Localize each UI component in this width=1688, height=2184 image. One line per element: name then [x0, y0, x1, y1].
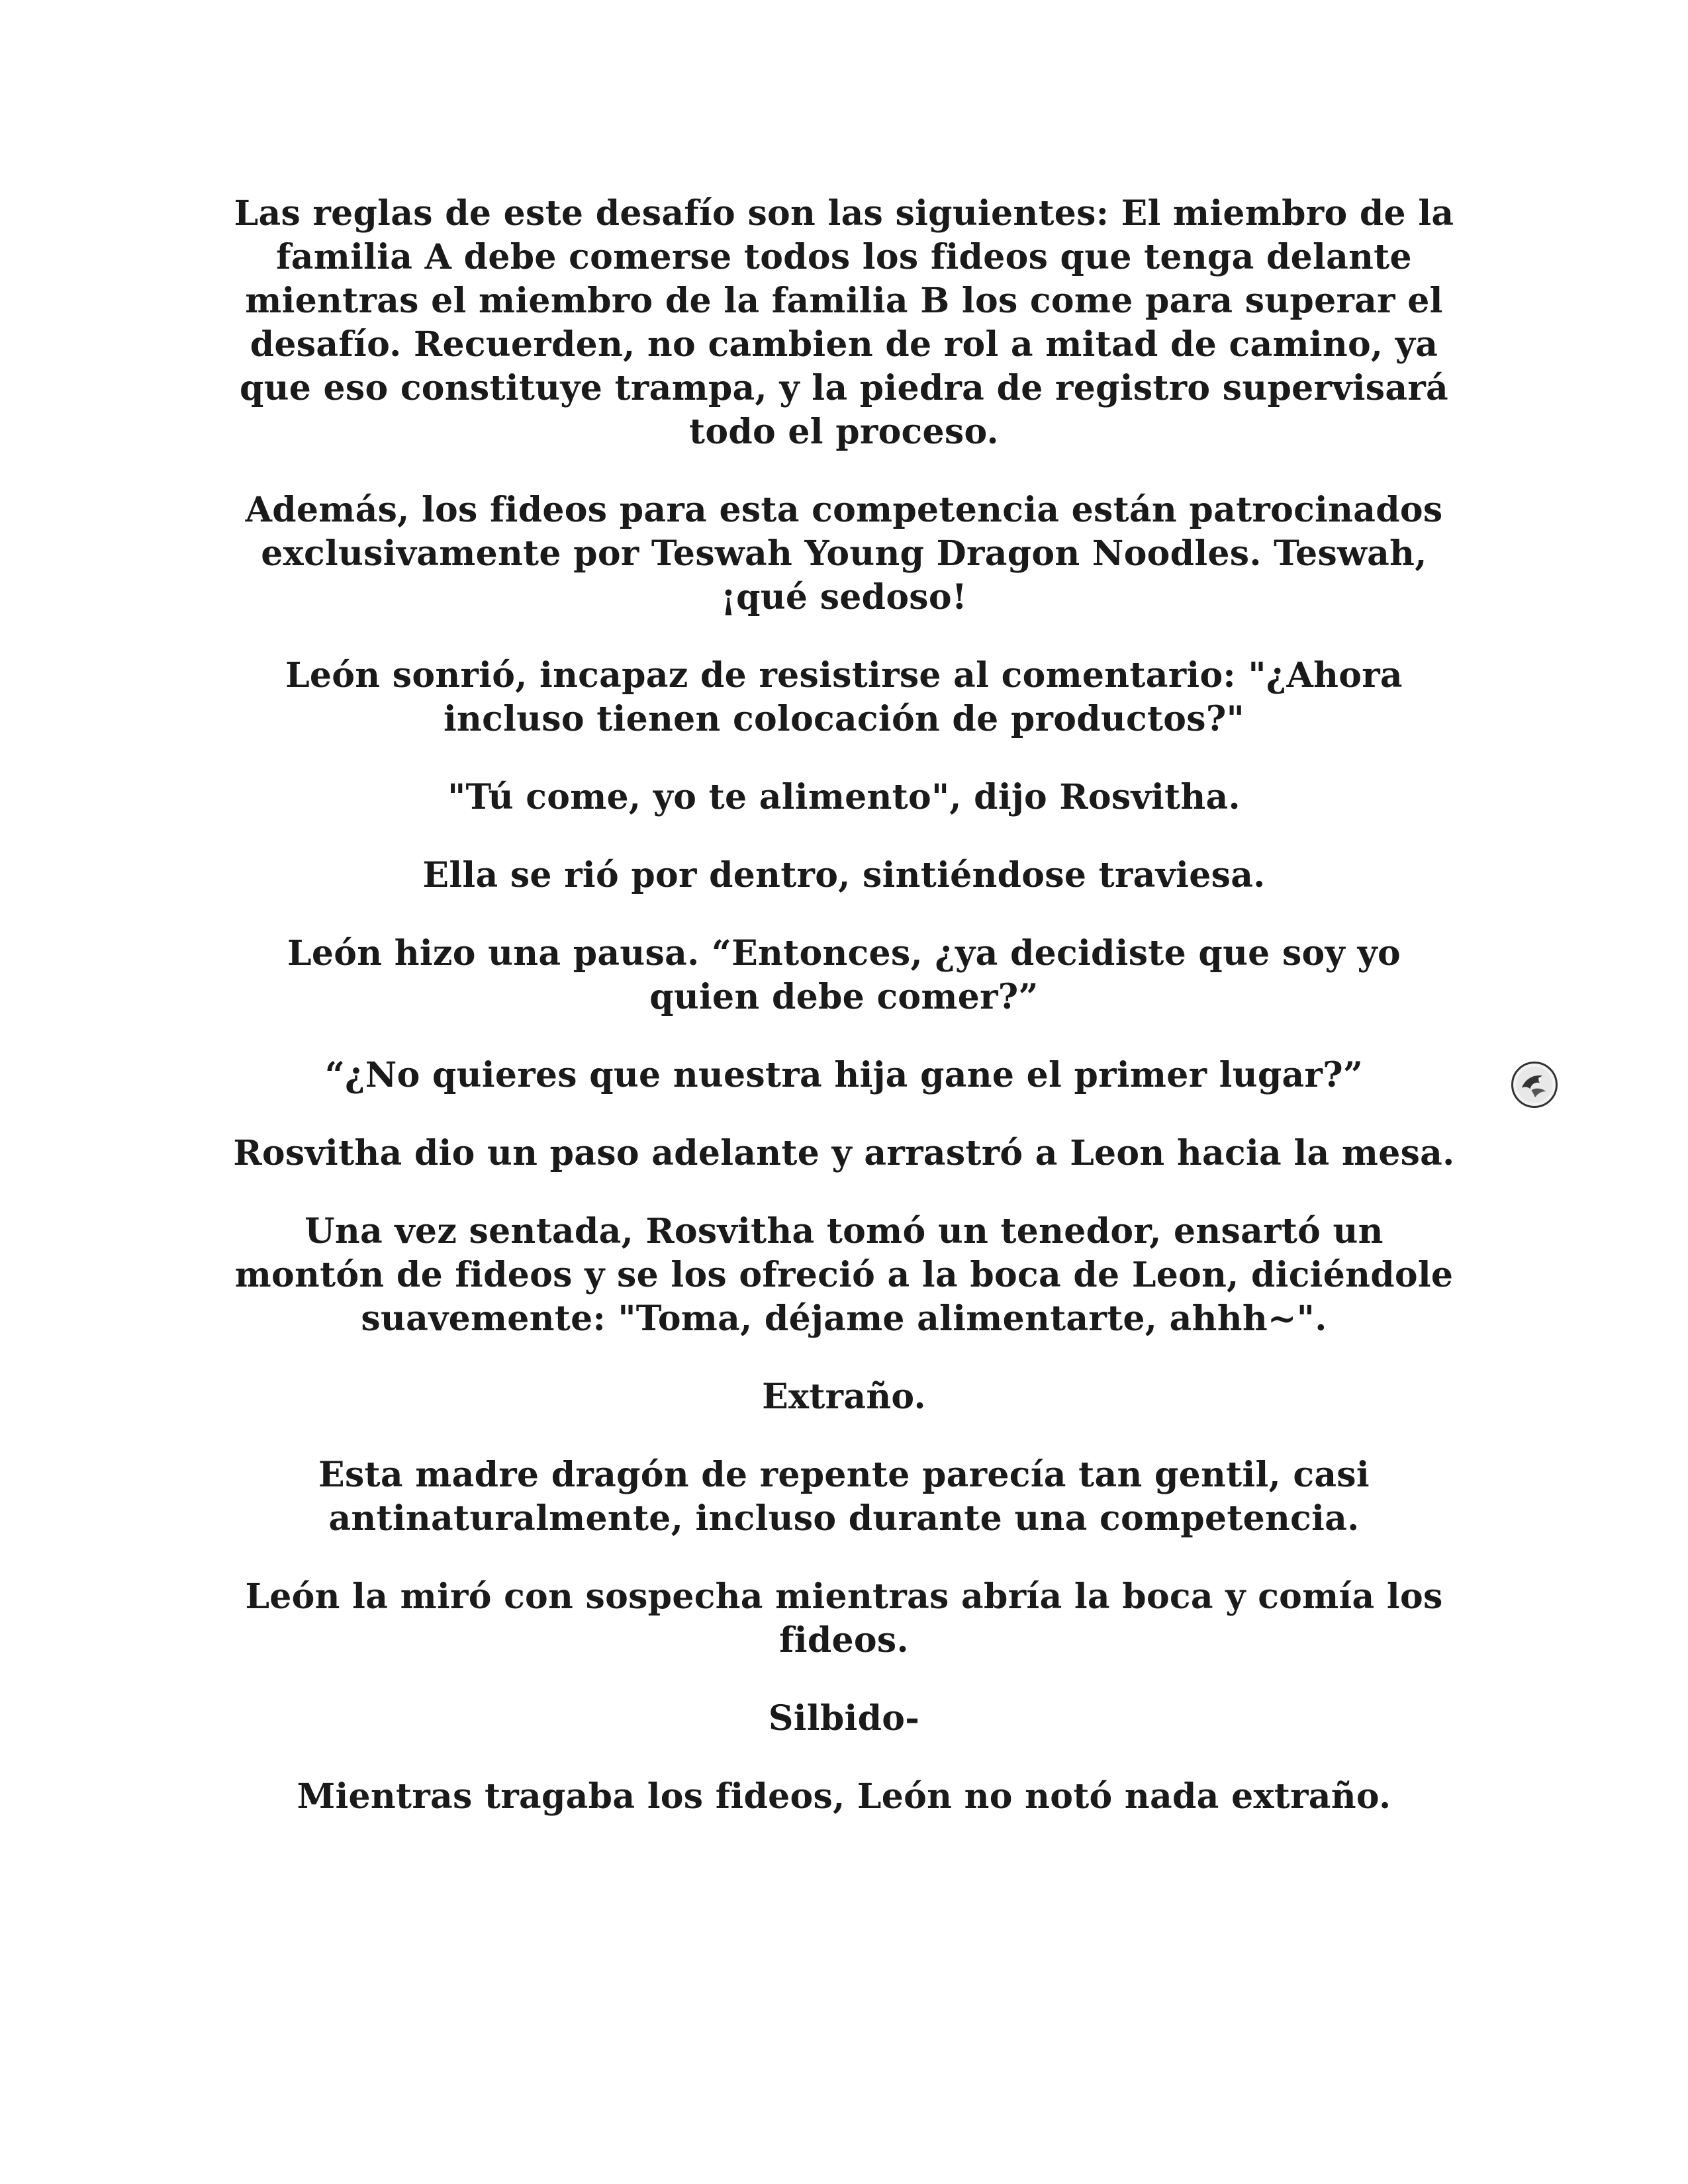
dragon-emblem-icon	[1511, 1062, 1558, 1108]
paragraph-leon-smile: León sonrió, incapaz de resistirse al comentario: "¿Ahora incluso tienen colocación de productos?"	[285, 655, 1403, 739]
paragraph-laugh: Ella se rió por dentro, sintiéndose traviesa.	[422, 855, 1266, 895]
paragraph-swallow: Mientras tragaba los fideos, León no notó nada extraño.	[297, 1776, 1391, 1817]
paragraph-slurp: Silbido-	[768, 1698, 920, 1739]
paragraph-feeding: Una vez sentada, Rosvitha tomó un tenedor, ensartó un montón de fideos y se los ofreció a la boca de Leon, diciéndole suavemente: "Toma, déjame alimentarte, ahhh~".	[234, 1211, 1454, 1339]
paragraph-sponsor: Además, los fideos para esta competencia están patrocinados exclusivamente por Teswah Young Dragon Noodles. Teswah, ¡qué sedoso!	[245, 490, 1443, 617]
paragraph-gentle: Esta madre dragón de repente parecía tan gentil, casi antinaturalmente, incluso durante una competencia.	[318, 1455, 1370, 1539]
paragraph-leon-pause: León hizo una pausa. “Entonces, ¿ya decidiste que soy yo quien debe comer?”	[287, 933, 1401, 1017]
paragraph-rules: Las reglas de este desafío son las siguientes: El miembro de la familia A debe comerse todos los fideos que tenga delante mientras el miembro de la familia B los come para superar el desafío. Recuerden, no cambien de rol a mitad de camino, ya que eso constituye trampa, y la piedra de registro supervisará todo el proceso.	[234, 193, 1454, 452]
paragraph-rosvitha-quote: "Tú come, yo te alimento", dijo Rosvitha.	[447, 777, 1241, 817]
paragraph-strange: Extraño.	[762, 1377, 926, 1417]
story-text	[228, 192, 1460, 1853]
paragraph-daughter: “¿No quieres que nuestra hija gane el primer lugar?”	[324, 1055, 1364, 1095]
paragraph-suspicion: León la miró con sospecha mientras abría la boca y comía los fideos.	[245, 1576, 1443, 1661]
dragon-emblem-svg	[1513, 1064, 1556, 1106]
paragraph-step-forward: Rosvitha dio un paso adelante y arrastró a Leon hacia la mesa.	[233, 1133, 1455, 1173]
